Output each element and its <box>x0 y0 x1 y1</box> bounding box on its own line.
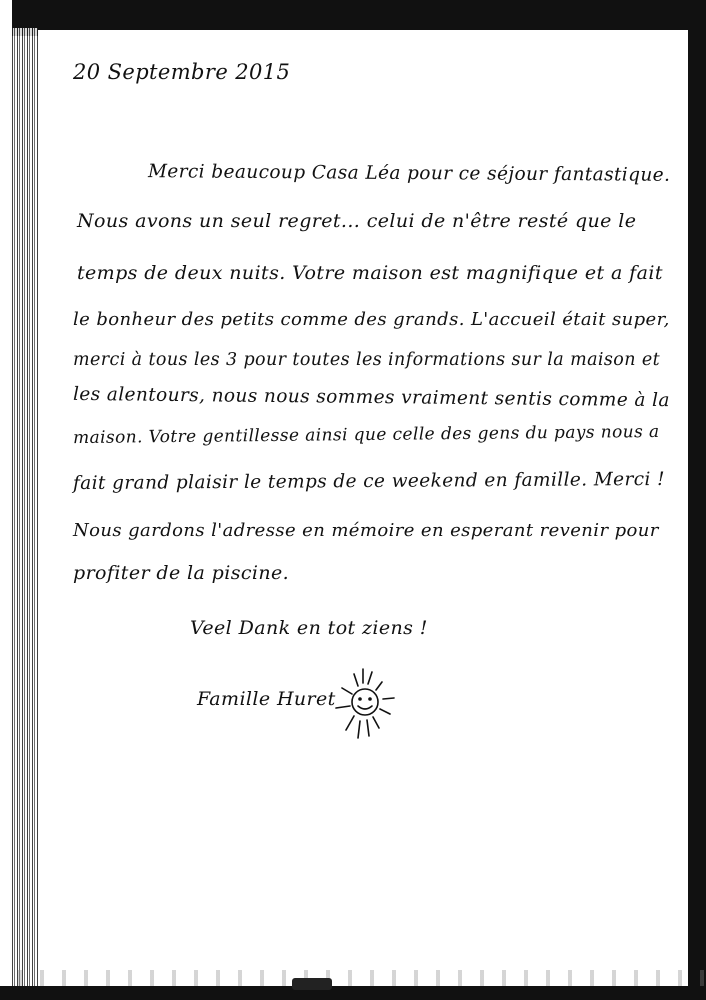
letter-line: les alentours, nous nous sommes vraiment sentis comme à la <box>72 383 670 412</box>
signature: Famille Huret <box>197 688 336 710</box>
scan-border-left <box>0 0 12 1000</box>
letter-line: Nous avons un seul regret... celui de n'être resté que le <box>77 210 637 232</box>
notebook-binding <box>12 28 38 990</box>
letter-line: profiter de la piscine. <box>73 562 290 584</box>
scan-border-bottom <box>0 986 706 1000</box>
closing-line: Veel Dank en tot ziens ! <box>190 617 428 639</box>
letter-line: Nous gardons l'adresse en mémoire en esperant revenir pour <box>73 520 659 541</box>
scan-border-right <box>688 0 706 1000</box>
smiling-sun-icon <box>332 664 402 742</box>
letter-date: 20 Septembre 2015 <box>73 60 291 84</box>
page-bottom-edge <box>0 970 706 986</box>
letter-line: le bonheur des petits comme des grands. L'accueil était super, <box>73 309 670 330</box>
bottom-mark <box>292 978 332 990</box>
letter-line: maison. Votre gentillesse ainsi que celle des gens du pays nous a <box>72 421 660 449</box>
letter-line: Merci beaucoup Casa Léa pour ce séjour fantastique. <box>147 161 671 186</box>
letter-line: merci à tous les 3 pour toutes les informations sur la maison et <box>73 350 661 370</box>
letter-line: fait grand plaisir le temps de ce weekend en famille. Merci ! <box>72 468 666 495</box>
letter-line: temps de deux nuits. Votre maison est magnifique et a fait <box>77 262 663 284</box>
